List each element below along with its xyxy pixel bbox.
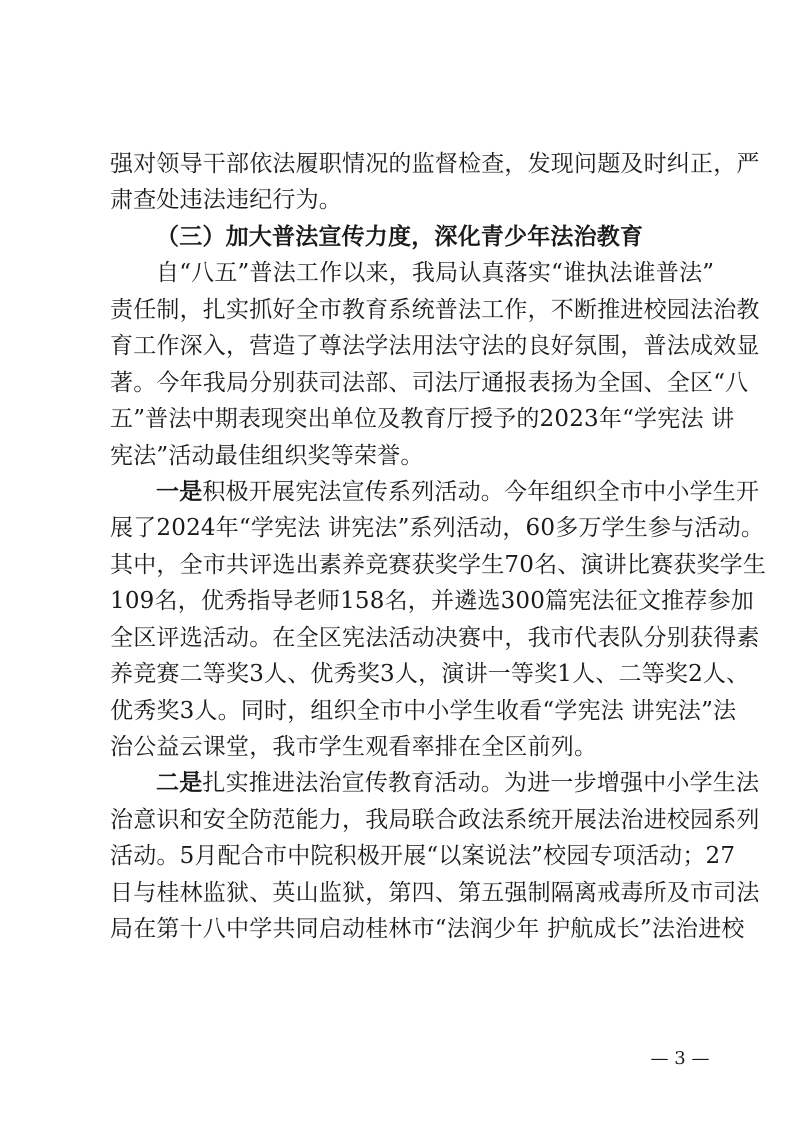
body-text (110, 146, 767, 948)
text-line: 活动。5月配合市中院积极开展“以案说法”校园专项活动；27 (110, 843, 736, 870)
text-line: 优秀奖3人。同时，组织全市中小学生收看“学宪法 讲宪法”法 (110, 697, 737, 724)
text-line: 五”普法中期表现突出单位及教育厅授予的2023年“学宪法 讲 (110, 406, 735, 433)
lead-label: 一是 (156, 478, 203, 505)
text-line: 强对领导干部依法履职情况的监督检查，发现问题及时纠正，严 (110, 151, 760, 177)
lead-label: 二是 (156, 770, 203, 797)
text-line: 责任制，扎实抓好全市教育系统普法工作，不断推进校园法治教 (110, 296, 760, 323)
text-line: 其中，全市共评选出素养竞赛获奖学生70名、演讲比赛获奖学生 (110, 551, 767, 578)
section-heading: （三）加大普法宣传力度，深化青少年法治教育 (156, 223, 644, 250)
text-line: 展了2024年“学宪法 讲宪法”系列活动，60多万学生参与活动。 (110, 515, 765, 542)
text-fragment: 积极开展宪法宣传系列活动。今年组织全市中小学生开 (202, 478, 760, 505)
text-fragment: 扎实推进法治宣传教育活动。为进一步增强中小学生法 (202, 770, 760, 797)
page-number: — 3 — (650, 1048, 710, 1069)
text-line: 自“八五”普法工作以来，我局认真落实“谁执法谁普法” (156, 260, 715, 287)
text-line: 养竞赛二等奖3人、优秀奖3人，演讲一等奖1人、二等奖2人、 (110, 661, 750, 688)
text-line: 著。今年我局分别获司法部、司法厅通报表扬为全国、全区“八 (110, 369, 749, 396)
text-line: 治意识和安全防范能力，我局联合政法系统开展法治进校园系列 (110, 806, 760, 833)
text-line: 肃查处违法违纪行为。 (110, 187, 342, 214)
text-line-with-lead (110, 765, 760, 801)
text-line: 全区评选活动。在全区宪法活动决赛中，我市代表队分别获得素 (110, 624, 760, 651)
text-line: 育工作深入，营造了尊法学法用法守法的良好氛围，普法成效显 (110, 333, 760, 360)
text-line-with-lead (110, 474, 760, 510)
text-line: 局在第十八中学共同启动桂林市“法润少年 护航成长”法治进校 (110, 916, 745, 943)
text-line: 109名，优秀指导老师158名，并遴选300篇宪法征文推荐参加 (110, 588, 754, 615)
text-line: 宪法”活动最佳组织奖等荣誉。 (110, 442, 424, 469)
text-line: 治公益云课堂，我市学生观看率排在全区前列。 (110, 734, 598, 760)
text-line: 日与桂林监狱、英山监狱，第四、第五强制隔离戒毒所及市司法 (110, 879, 760, 906)
